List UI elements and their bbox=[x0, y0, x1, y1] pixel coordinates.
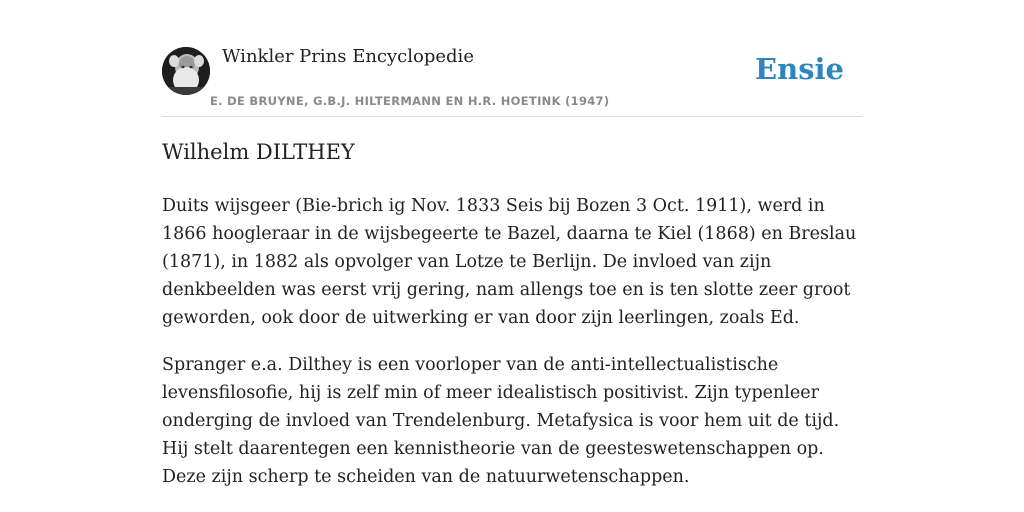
header bbox=[162, 0, 862, 117]
encyclopedia-title[interactable]: Winkler Prins Encyclopedie bbox=[222, 46, 474, 67]
author-portrait-icon bbox=[162, 47, 210, 95]
avatar[interactable] bbox=[162, 47, 210, 95]
page-container bbox=[162, 0, 862, 487]
article-paragraph: Duits wijsgeer (Bie-brich ig Nov. 1833 Seis bij Bozen 3 Oct. 1911), werd in 1866 hoogleraar in de wijsbegeerte te Bazel, daarna te Kiel (1868) en Breslau (1871), in 1882 als opvolger van Lotze te Berlijn. De invloed van zijn denkbeelden was eerst vrij gering, nam allengs toe en is ten slotte zeer groot geworden, ook door de uitwerking er van door zijn leerlingen, zoals Ed. bbox=[162, 196, 857, 328]
authors-credit: E. DE BRUYNE, G.B.J. HILTERMANN EN H.R. HOETINK (1947) bbox=[210, 94, 610, 108]
brand-logo-link[interactable]: Ensie bbox=[755, 52, 844, 86]
article-body bbox=[162, 192, 862, 510]
article-paragraph: Spranger e.a. Dilthey is een voorloper van de anti-intellectualistische levensfilosofie, hij is zelf min of meer idealistisch positivist. Zijn typenleer onderging de invloed van Trendelenburg. Metafysica is voor hem uit de tijd. Hij stelt daarentegen een kennistheorie van de geesteswetenschappen op. Deze zijn scherp te scheiden van de natuurwetenschappen. bbox=[162, 355, 840, 487]
article-title: Wilhelm DILTHEY bbox=[162, 140, 355, 164]
